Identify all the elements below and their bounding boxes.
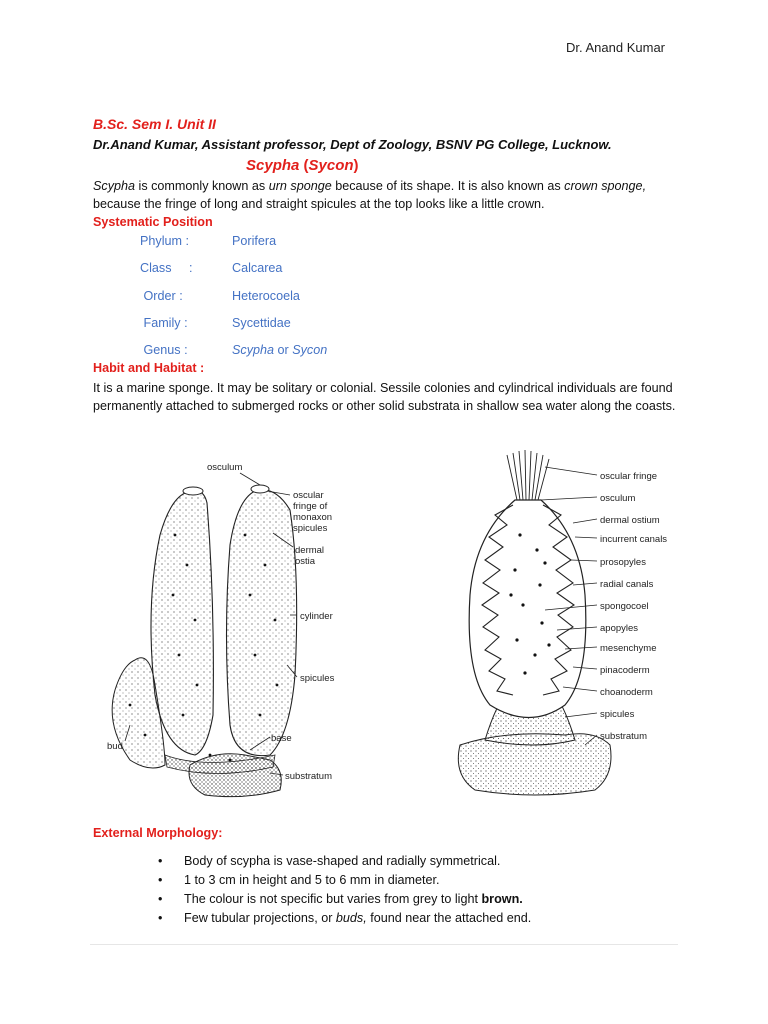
intro-text-3: because the fringe of long and straight spicules at the top looks like a little crown. — [93, 197, 545, 211]
label-spicules-r: spicules — [600, 709, 635, 720]
morphology-heading: External Morphology: — [93, 826, 223, 840]
sponge-section-illustration — [445, 445, 695, 815]
tax-label-family: Family : — [140, 316, 188, 330]
list-item: • 1 to 3 cm in height and 5 to 6 mm in diameter. — [158, 871, 531, 890]
habit-heading: Habit and Habitat : — [93, 361, 205, 375]
label-oscular-fringe: oscular fringe — [600, 471, 658, 482]
genus-or: or — [274, 343, 293, 357]
right-cylinder — [227, 490, 297, 756]
label-dermal-2: ostia — [295, 556, 316, 567]
tax-value-phylum: Porifera — [232, 234, 277, 248]
sponge-colony-illustration — [95, 455, 355, 810]
tax-value-order: Heterocoela — [232, 289, 300, 303]
tax-value-family: Sycettidae — [232, 316, 291, 330]
label-osculum-r: osculum — [600, 493, 636, 504]
label-fringe-1: oscular — [293, 490, 324, 501]
footer-divider — [90, 944, 678, 945]
label-osculum: osculum — [207, 462, 243, 473]
label-substratum: substratum — [285, 771, 332, 782]
genus-sycon: Sycon — [292, 343, 328, 357]
label-fringe-3: monaxon — [293, 512, 333, 523]
right-osculum — [251, 485, 269, 493]
colour-brown: brown. — [481, 892, 523, 906]
label-dermal-ostium: dermal ostium — [600, 515, 660, 526]
label-spongocoel: spongocoel — [600, 601, 649, 612]
intro-crown-sponge: crown sponge, — [564, 179, 647, 193]
label-cylinder: cylinder — [300, 611, 333, 622]
course-title: B.Sc. Sem I. Unit II — [93, 116, 216, 132]
systematic-heading: Systematic Position — [93, 215, 213, 229]
intro-urn-sponge: urn sponge — [268, 179, 332, 193]
tax-label-class: Class : — [140, 261, 193, 275]
label-base: base — [271, 733, 292, 744]
intro-text-1: is commonly known as — [135, 179, 269, 193]
left-osculum — [183, 487, 203, 495]
running-header-author: Dr. Anand Kumar — [566, 40, 665, 55]
topic-genus-b: Sycon — [308, 157, 354, 174]
label-fringe-2: fringe of — [293, 501, 328, 512]
label-mesenchyme: mesenchyme — [600, 643, 657, 654]
label-bud: bud — [107, 741, 123, 752]
label-incurrent-canals: incurrent canals — [600, 534, 668, 545]
author-byline: Dr.Anand Kumar, Assistant professor, Dept of Zoology, BSNV PG College, Lucknow. — [93, 137, 612, 152]
label-pinacoderm: pinacoderm — [600, 665, 650, 676]
label-substratum-r: substratum — [600, 731, 647, 742]
morphology-list — [158, 852, 531, 928]
intro-scypha: Scypha — [93, 179, 136, 193]
list-item — [158, 909, 531, 928]
genus-scypha: Scypha — [232, 343, 275, 357]
label-apopyles: apopyles — [600, 623, 639, 634]
topic-genus-a: Scypha — [246, 157, 300, 174]
buds-italic: buds, — [335, 911, 367, 925]
intro-text-2: because of its shape. It is also known as — [331, 179, 565, 193]
list-item: • Body of scypha is vase-shaped and radially symmetrical. — [158, 852, 531, 871]
tax-value-class: Calcarea — [232, 261, 283, 275]
intro-paragraph — [93, 177, 683, 213]
buds-text-1: Few tubular projections, or — [184, 911, 336, 925]
list-item — [158, 890, 531, 909]
topic-title — [246, 157, 359, 174]
label-spicules: spicules — [300, 673, 335, 684]
oscular-fringe — [507, 450, 549, 500]
tax-value-genus — [232, 343, 327, 357]
label-dermal-1: dermal — [295, 545, 325, 556]
label-choanoderm: choanoderm — [600, 687, 653, 698]
label-fringe-4: spicules — [293, 523, 328, 534]
tax-label-phylum: Phylum : — [140, 234, 189, 248]
colour-text: The colour is not specific but varies from grey to light — [184, 892, 482, 906]
topic-paren-close: ) — [353, 157, 359, 174]
tax-label-order: Order : — [140, 289, 183, 303]
topic-paren-open: ( — [299, 157, 309, 174]
habit-paragraph: It is a marine sponge. It may be solitary or colonial. Sessile colonies and cylindrical individuals are found permanently attached to submerged rocks or other solid substrata in shallow sea water along the coasts. — [93, 381, 676, 413]
buds-text-2: found near the attached end. — [366, 911, 532, 925]
tax-label-genus: Genus : — [140, 343, 188, 357]
label-prosopyles: prosopyles — [600, 557, 646, 568]
label-radial-canals: radial canals — [600, 579, 654, 590]
